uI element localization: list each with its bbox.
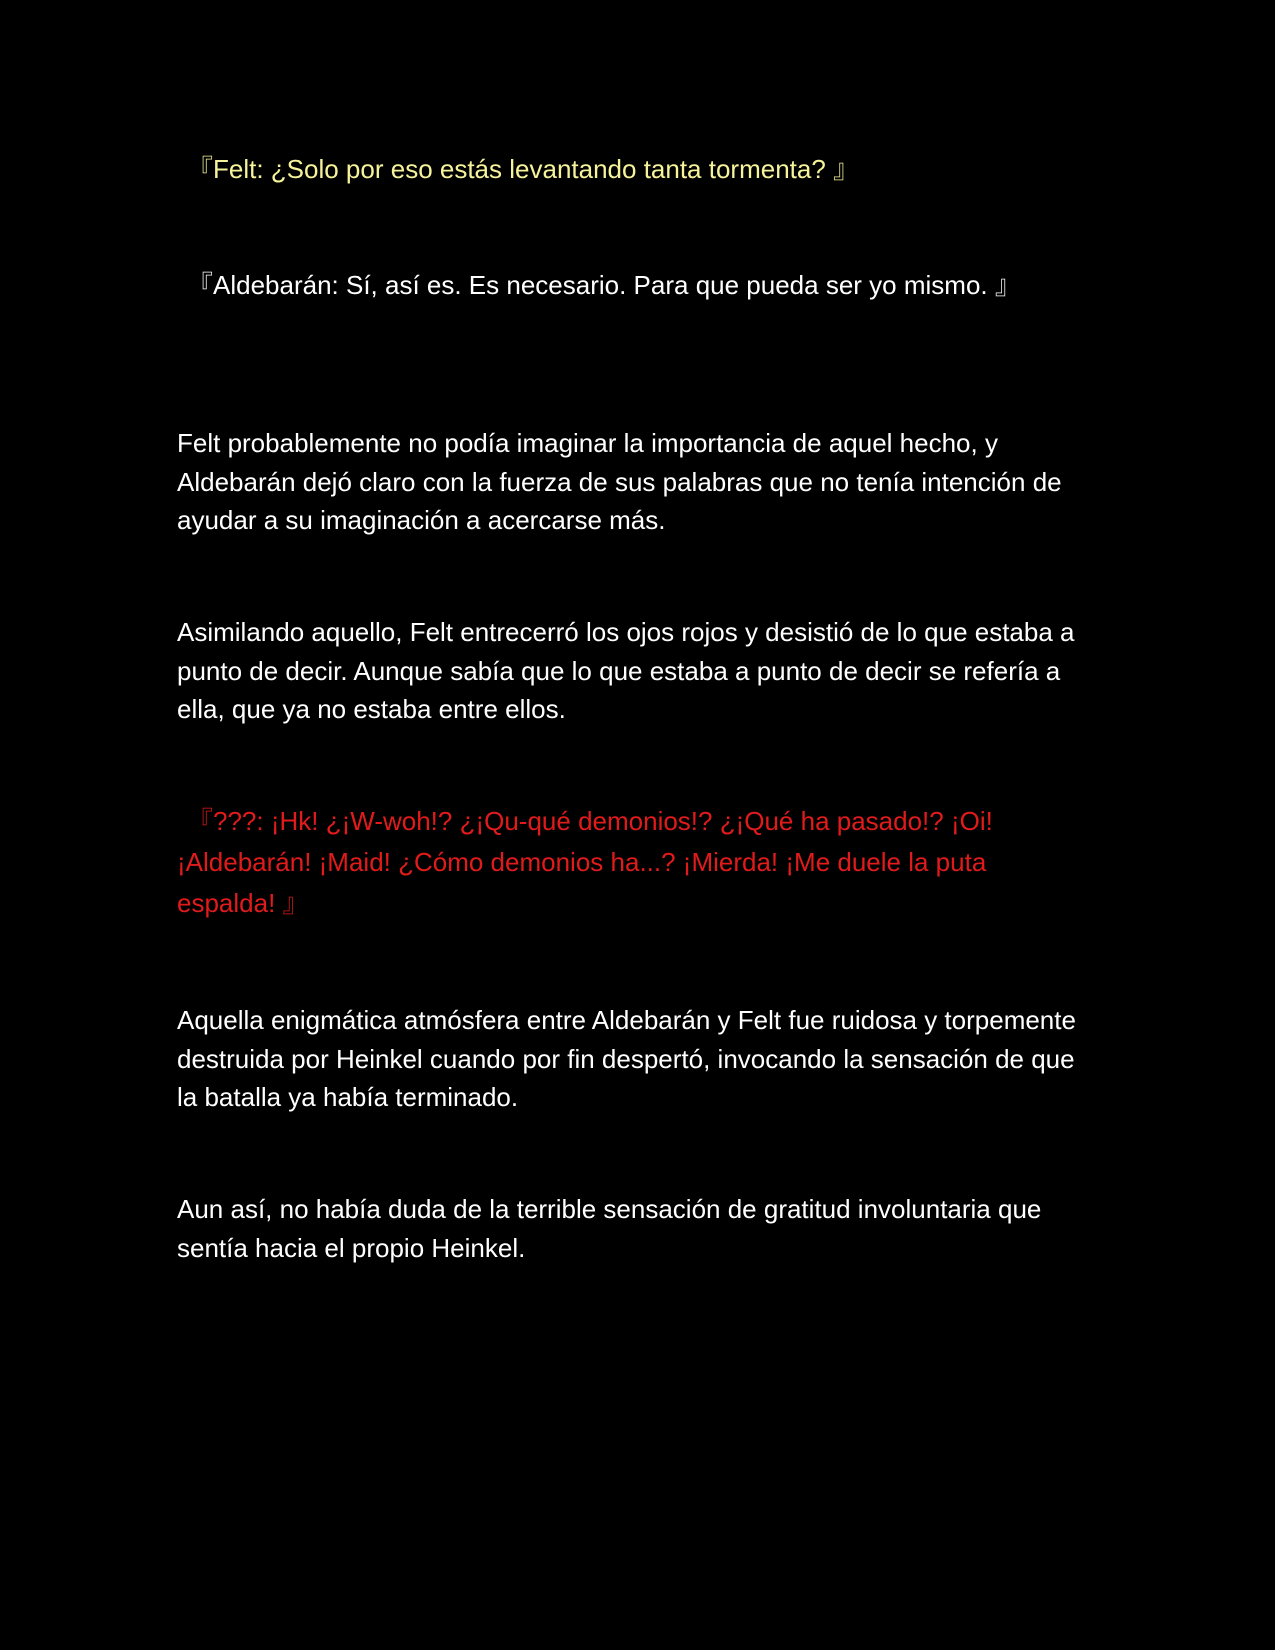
dialogue-aldebaran-text: 『Aldebarán: Sí, así es. Es necesario. Para que pueda ser yo mismo. 』: [187, 270, 1021, 300]
dialogue-aldebaran: [177, 266, 1021, 305]
narration-paragraph-3: Aquella enigmática atmósfera entre Aldebarán y Felt fue ruidosa y torpemente destruida por Heinkel cuando por fin despertó, invocando la sensación de que la batalla ya había terminado.: [177, 1005, 1076, 1112]
narration-paragraph-4: Aun así, no había duda de la terrible sensación de gratitud involuntaria que sentía hacia el propio Heinkel.: [177, 1194, 1042, 1263]
dialogue-heinkel-text: 『???: ¡Hk! ¿¡W-woh!? ¿¡Qu-qué demonios!? ¿¡Qué ha pasado!? ¡Oi! ¡Aldebarán! ¡Maid! ¿Cómo demonios ha...? ¡Mierda! ¡Me duele la puta espalda! 』: [177, 806, 993, 918]
dialogue-felt-text: 『Felt: ¿Solo por eso estás levantando tanta tormenta? 』: [187, 154, 860, 184]
narration-paragraph-1: Felt probablemente no podía imaginar la importancia de aquel hecho, y Aldebarán dejó claro con la fuerza de sus palabras que no tenía intención de ayudar a su imaginación a acercarse más.: [177, 428, 1062, 535]
dialogue-felt: [177, 150, 859, 189]
narration-paragraph-2: Asimilando aquello, Felt entrecerró los ojos rojos y desistió de lo que estaba a punto de decir. Aunque sabía que lo que estaba a punto de decir se refería a ella, que ya no estaba entre ellos.: [177, 617, 1075, 724]
dialogue-heinkel: [177, 801, 1097, 924]
